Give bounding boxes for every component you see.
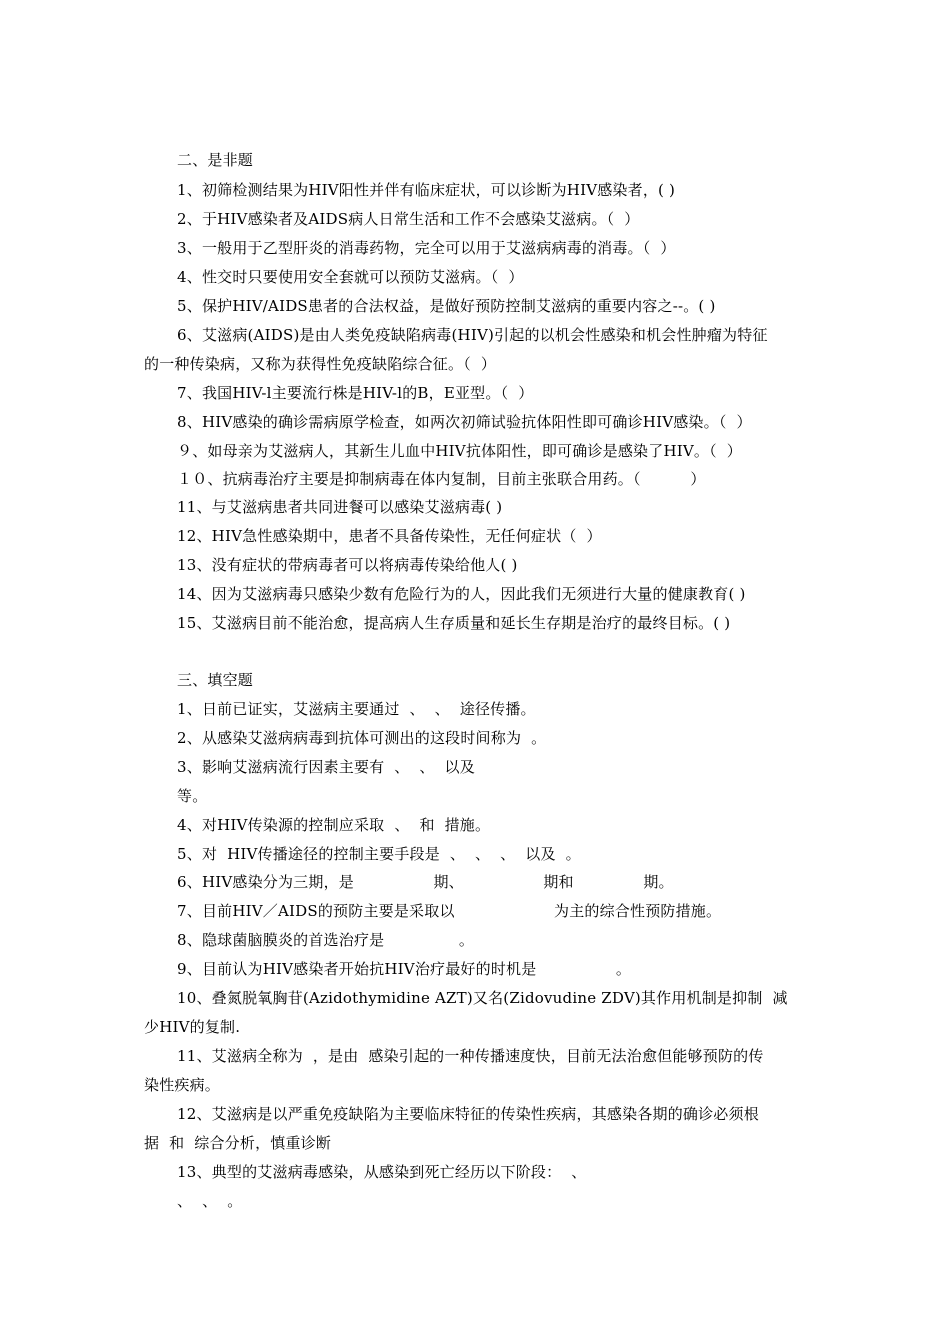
question-item: 4、性交时只要使用安全套就可以预防艾滋病。（ ） <box>177 268 524 286</box>
fill-item: 3、影响艾滋病流行因素主要有 、 、 以及 <box>177 758 475 776</box>
fill-item: 5、对 HIV传播途径的控制主要手段是 、 、 、 以及 。 <box>177 845 581 863</box>
question-item: 14、因为艾滋病毒只感染少数有危险行为的人，因此我们无须进行大量的健康教育( ) <box>177 585 746 603</box>
question-item: 7、我国HIV-l主要流行株是HIV-l的B，E亚型。（ ） <box>177 384 534 402</box>
fill-item-continuation: 少HIV的复制. <box>144 1018 241 1036</box>
fill-item: 10、叠氮脱氧胸苷(Azidothymidine AZT)又名(Zidovudine ZDV)其作用机制是抑制 减 <box>177 989 788 1007</box>
section-heading-fill: 三、填空题 <box>177 671 254 689</box>
question-item: ９、如母亲为艾滋病人，其新生儿血中HIV抗体阳性，即可确诊是感染了HIV。（ ） <box>177 442 742 460</box>
question-item: 13、没有症状的带病毒者可以将病毒传染给他人( ) <box>177 556 518 574</box>
question-item: 6、艾滋病(AIDS)是由人类免疫缺陷病毒(HIV)引起的以机会性感染和机会性肿瘤为特征 <box>177 326 768 344</box>
fill-item-continuation: 据 和 综合分析，慎重诊断 <box>144 1134 332 1152</box>
fill-item: 7、目前HIV／AIDS的预防主要是采取以 为主的综合性预防措施。 <box>177 902 722 920</box>
fill-item-continuation: 等。 <box>177 787 208 805</box>
fill-item: 4、对HIV传染源的控制应采取 、 和 措施。 <box>177 816 491 834</box>
question-item: 3、一般用于乙型肝炎的消毒药物，完全可以用于艾滋病病毒的消毒。（ ） <box>177 239 676 257</box>
fill-item: 13、典型的艾滋病毒感染，从感染到死亡经历以下阶段： 、 <box>177 1163 587 1181</box>
fill-item: 12、艾滋病是以严重免疫缺陷为主要临床特征的传染性疾病，其感染各期的确诊必须根 <box>177 1105 759 1123</box>
question-item: 1、初筛检测结果为HIV阳性并伴有临床症状，可以诊断为HIV感染者，( ) <box>177 181 676 199</box>
fill-item: 9、目前认为HIV感染者开始抗HIV治疗最好的时机是 。 <box>177 960 632 978</box>
fill-item: 2、从感染艾滋病病毒到抗体可测出的这段时间称为 。 <box>177 729 547 747</box>
fill-item-continuation: 染性疾病。 <box>144 1076 221 1094</box>
question-item: 12、HIV急性感染期中，患者不具备传染性，无任何症状（ ） <box>177 527 602 545</box>
question-item: １０、抗病毒治疗主要是抑制病毒在体内复制，目前主张联合用药。（ ） <box>177 470 706 488</box>
question-item: 8、HIV感染的确诊需病原学检查，如两次初筛试验抗体阳性即可确诊HIV感染。（ ） <box>177 413 752 431</box>
question-item: 2、于HIV感染者及AIDS病人日常生活和工作不会感染艾滋病。（ ） <box>177 210 640 228</box>
fill-item-continuation: 、 、 。 <box>177 1192 243 1210</box>
fill-item: 1、日前已证实，艾滋病主要通过 、 、 途径传播。 <box>177 700 536 718</box>
question-item: 5、保护HIV/AIDS患者的合法权益，是做好预防控制艾滋病的重要内容之--。( ) <box>177 297 716 315</box>
question-item-continuation: 的一种传染病，又称为获得性免疫缺陷综合征。（ ） <box>144 355 497 373</box>
question-item: 11、与艾滋病患者共同进餐可以感染艾滋病毒( ) <box>177 498 503 516</box>
fill-item: 8、隐球菌脑膜炎的首选治疗是 。 <box>177 931 475 949</box>
question-item: 15、艾滋病目前不能治愈，提高病人生存质量和延长生存期是治疗的最终目标。( ) <box>177 614 731 632</box>
fill-item: 11、艾滋病全称为 ，是由 感染引起的一种传播速度快，目前无法治愈但能够预防的传 <box>177 1047 764 1065</box>
section-heading-judgment: 二、是非题 <box>177 151 254 169</box>
fill-item: 6、HIV感染分为三期，是 期、 期和 期。 <box>177 873 674 891</box>
